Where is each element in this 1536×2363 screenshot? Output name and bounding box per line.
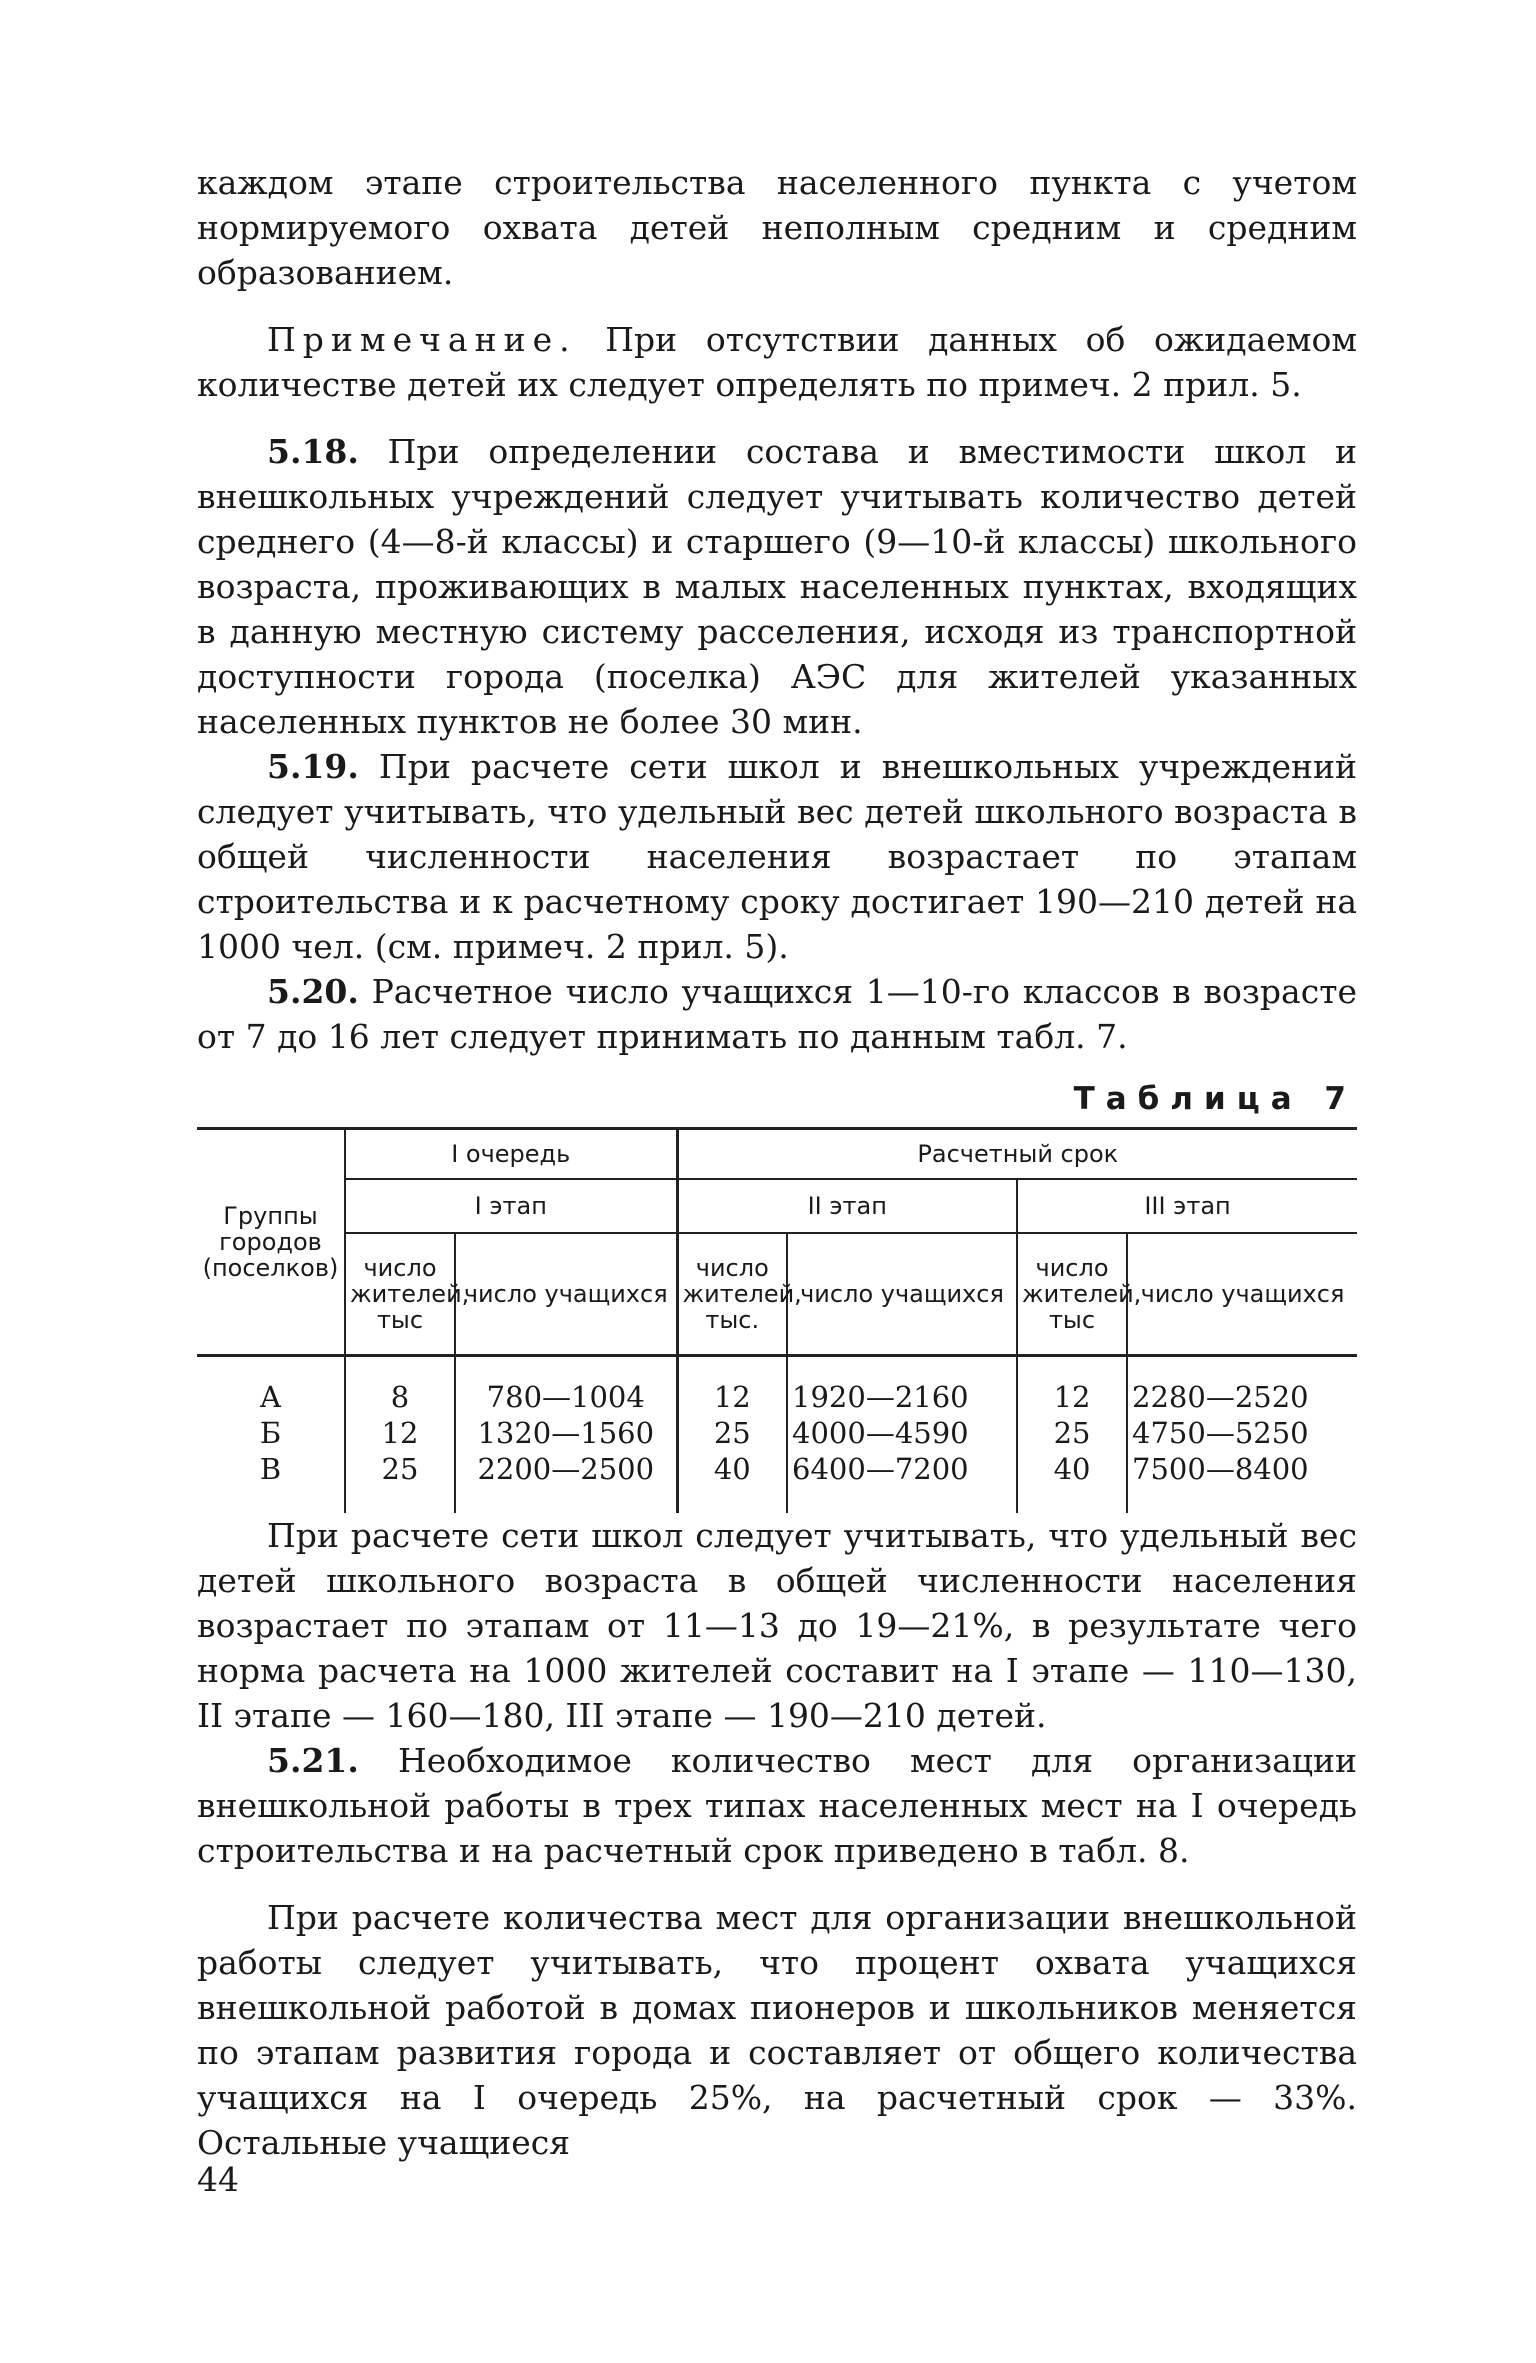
clause-text: Необходимое количество мест для организации внешкольной работы в трех типах населенных мест на I очередь строительства и на расчетный срок приведено в табл. 8. bbox=[197, 1741, 1357, 1870]
cell-residents-3: 12 bbox=[1017, 1356, 1127, 1416]
clause-number: 5.18. bbox=[267, 432, 359, 471]
table-row bbox=[197, 1356, 1357, 1416]
intro-paragraph: каждом этапе строительства населенного пункта с учетом нормируемого охвата детей неполным средним и средним образованием. bbox=[197, 163, 1357, 292]
clause-text: При определении состава и вместимости школ и внешкольных учреждений следует учитывать количество детей среднего (4—8-й классы) и старшего (9—10-й классы) школьного возраста, проживающих в малых населенных пунктах, входящих в данную местную систему расселения, исходя из транспортной доступности города (поселка) АЭС для жителей указанных населенных пунктов не более 30 мин. bbox=[197, 432, 1357, 741]
table-row bbox=[197, 1451, 1357, 1513]
header-residents-3: число жителей, тыс bbox=[1017, 1233, 1127, 1356]
header-calc-term: Расчетный срок bbox=[677, 1129, 1357, 1180]
header-first-turn: I очередь bbox=[345, 1129, 677, 1180]
cell-students-1: 2200—2500 bbox=[455, 1451, 677, 1513]
cell-students-1: 1320—1560 bbox=[455, 1415, 677, 1451]
cell-residents-3: 40 bbox=[1017, 1451, 1127, 1513]
note-label: Примечание. bbox=[267, 320, 577, 359]
cell-group: Б bbox=[259, 1416, 282, 1450]
after-table-paragraph: При расчете сети школ следует учитывать, что удельный вес детей школьного возраста в общей численности населения возрастает по этапам от 11—13 до 19—21%, в результате чего норма расчета на 1000 жителей составит на I этапе — 110—130, II этапе — 160—180, III этапе — 190—210 детей. bbox=[197, 1516, 1357, 1735]
header-students-1: число учащихся bbox=[455, 1233, 677, 1356]
cell-students-2: 4000—4590 bbox=[787, 1415, 1017, 1451]
table-row bbox=[197, 1415, 1357, 1451]
cell-students-2: 1920—2160 bbox=[787, 1356, 1017, 1416]
cell-residents-2: 25 bbox=[677, 1415, 787, 1451]
cell-students-3: 4750—5250 bbox=[1127, 1415, 1357, 1451]
cell-residents-2: 12 bbox=[677, 1356, 787, 1416]
header-residents-2: число жителей, тыс. bbox=[677, 1233, 787, 1356]
clause-5-21 bbox=[197, 1738, 1357, 1873]
cell-residents-3: 25 bbox=[1017, 1415, 1127, 1451]
header-stage-3: III этап bbox=[1017, 1179, 1357, 1233]
clause-5-18 bbox=[197, 429, 1357, 744]
clause-text: Расчетное число учащихся 1—10-го классов в возрасте от 7 до 16 лет следует принимать по данным табл. 7. bbox=[197, 972, 1357, 1056]
cell-group: В bbox=[259, 1452, 282, 1486]
table-7 bbox=[197, 1127, 1357, 1513]
clause-number: 5.21. bbox=[267, 1741, 359, 1780]
last-paragraph: При расчете количества мест для организации внешкольной работы следует учитывать, что процент охвата учащихся внешкольной работой в домах пионеров и школьников меняется по этапам развития города и составляет от общего количества учащихся на I очередь 25%, на расчетный срок — 33%. Остальные учащиеся bbox=[197, 1898, 1357, 2162]
header-groups: Группы городов (поселков) bbox=[197, 1129, 345, 1356]
clause-number: 5.19. bbox=[267, 747, 359, 786]
header-stage-2: II этап bbox=[677, 1179, 1017, 1233]
clause-number: 5.20. bbox=[267, 972, 359, 1011]
header-residents-1: число жителей, тыс bbox=[345, 1233, 455, 1356]
clause-5-19 bbox=[197, 744, 1357, 969]
clause-5-20 bbox=[197, 969, 1357, 1059]
cell-residents-2: 40 bbox=[677, 1451, 787, 1513]
page-body bbox=[197, 160, 1357, 2165]
note-text: При отсутствии данных об ожидаемом количестве детей их следует определять по примеч. 2 прил. 5. bbox=[197, 320, 1357, 404]
header-students-2: число учащихся bbox=[787, 1233, 1017, 1356]
clause-text: При расчете сети школ и внешкольных учреждений следует учитывать, что удельный вес детей школьного возраста в общей численности населения возрастает по этапам строительства и к расчетному сроку достигает 190—210 детей на 1000 чел. (см. примеч. 2 прил. 5). bbox=[197, 747, 1357, 966]
header-students-3: число учащихся bbox=[1127, 1233, 1357, 1356]
cell-residents-1: 8 bbox=[345, 1356, 455, 1416]
note-paragraph bbox=[197, 317, 1357, 407]
table-caption: Таблица 7 bbox=[1073, 1081, 1357, 1117]
cell-students-3: 7500—8400 bbox=[1127, 1451, 1357, 1513]
cell-residents-1: 12 bbox=[345, 1415, 455, 1451]
header-stage-1: I этап bbox=[345, 1179, 677, 1233]
cell-students-2: 6400—7200 bbox=[787, 1451, 1017, 1513]
page-number: 44 bbox=[197, 2160, 239, 2199]
cell-residents-1: 25 bbox=[345, 1451, 455, 1513]
cell-students-3: 2280—2520 bbox=[1127, 1356, 1357, 1416]
cell-students-1: 780—1004 bbox=[455, 1356, 677, 1416]
cell-group: А bbox=[259, 1380, 282, 1414]
